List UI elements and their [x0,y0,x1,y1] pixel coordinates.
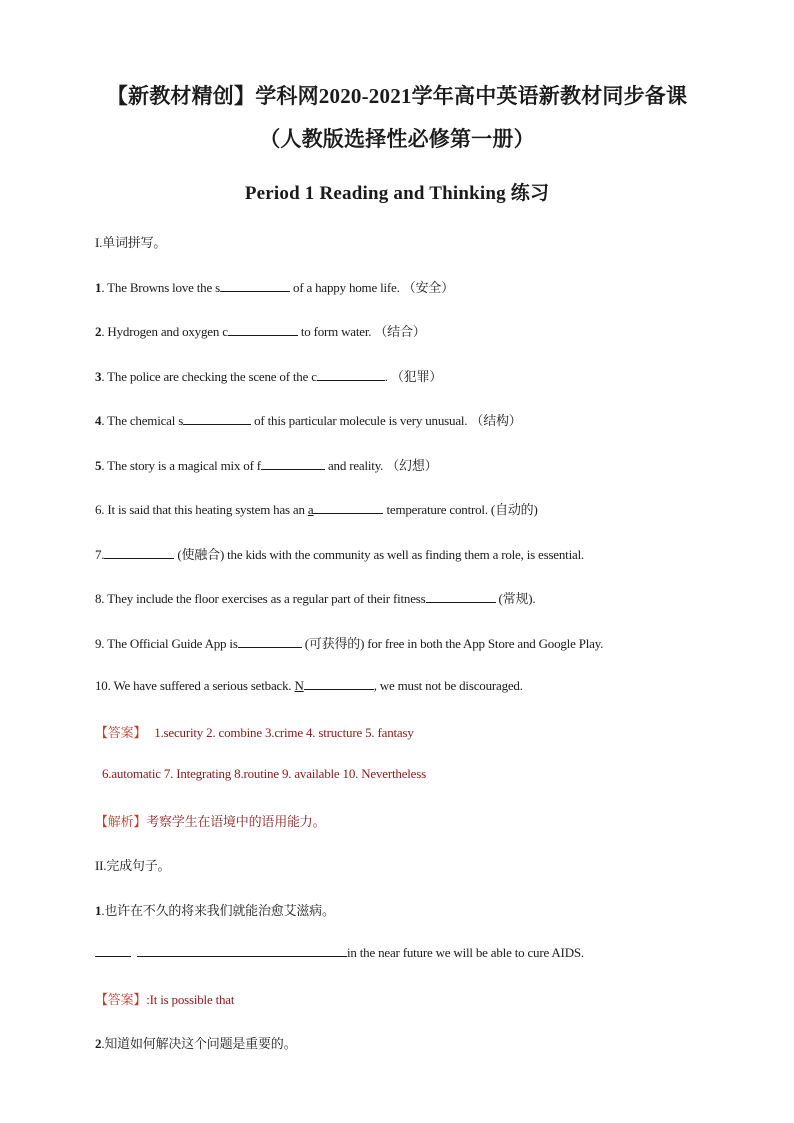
sentence-item-1-answer [95,989,234,1008]
answer-tag: 【答案】 [95,725,147,740]
item-text-post: and reality. （幻想） [324,458,438,473]
exercise-item-5 [95,455,437,474]
answer-blank[interactable] [220,279,290,292]
answer-blank[interactable] [95,944,131,957]
exercise-item-6 [95,499,538,518]
document-subtitle: （人教版选择性必修第一册） [259,127,535,151]
item-number: 3 [95,369,102,384]
item-text-pre: . The chemical s [101,413,184,428]
answer-line-2 [102,766,426,782]
answer-text: 6.automatic 7. Integrating 8.routine 9. available 10. Nevertheless [102,766,426,781]
item-number: 1 [95,903,102,918]
answer-blank[interactable] [304,677,374,690]
item-text-post: . （犯罪） [384,369,443,384]
hint-letter: a [307,502,314,517]
document-title: 【新教材精创】学科网2020-2021学年高中英语新教材同步备课 [106,84,688,108]
item-text: .知道如何解决这个问题是重要的。 [101,1036,297,1051]
item-text-pre: . The Browns love the s [101,280,220,295]
exercise-item-4 [95,410,522,429]
analysis-line [95,811,325,830]
hint-letter: N [294,678,304,693]
item-text-pre: 6. It is said that this heating system has an [95,502,308,517]
item-text-pre: . The police are checking the scene of the c [101,369,317,384]
analysis-text: 考察学生在语境中的语用能力。 [146,814,326,829]
answer-blank[interactable] [426,590,496,603]
section2-heading: II.完成句子。 [95,858,171,873]
item-text-pre: 9. The Official Guide App is [95,636,238,651]
item-text-post: to form water. （结合） [297,324,426,339]
sentence-item-2 [95,1033,296,1052]
answer-blank[interactable] [183,412,251,425]
item-number: 4 [95,413,102,428]
item-text-pre: . Hydrogen and oxygen c [101,324,228,339]
answer-blank[interactable] [261,457,325,470]
answer-line-1 [95,722,414,741]
item-text-post: (使融合) the kids with the community as well as finding them a role, is essential. [174,547,585,562]
item-text-post: (常规). [495,591,536,606]
answer-blank[interactable] [104,546,174,559]
exercise-item-8 [95,588,535,607]
item-text-pre: 10. We have suffered a serious setback. [95,678,295,693]
exercise-item-1 [95,277,454,296]
item-text-post: , we must not be discouraged. [373,678,523,693]
sentence-item-1-blank-line [95,944,584,961]
item-number: 1 [95,280,102,295]
exercise-item-7 [95,544,584,563]
section1-heading: I.单词拼写。 [95,235,167,250]
item-text-pre: 8. They include the floor exercises as a regular part of their fitness [95,591,426,606]
answer-text: 1.security 2. combine 3.crime 4. structure 5. fantasy [154,725,414,740]
sentence-item-1 [95,900,335,919]
item-number: 2 [95,324,102,339]
item-text: .也许在不久的将来我们就能治愈艾滋病。 [101,903,335,918]
exercise-item-2 [95,321,426,340]
answer-blank[interactable] [228,323,298,336]
answer-blank[interactable] [317,368,385,381]
item-text-pre: 7. [95,547,105,562]
answer-text: :It is possible that [146,992,235,1007]
answer-tag: 【答案】 [95,992,147,1007]
answer-blank[interactable] [137,944,347,957]
answer-blank[interactable] [238,635,302,648]
item-text-post: of this particular molecule is very unusual. （结构） [251,413,522,428]
item-text-post: temperature control. (自动的) [383,502,538,517]
analysis-tag: 【解析】 [95,814,147,829]
item-text-post: of a happy home life. （安全） [289,280,454,295]
exercise-item-10 [95,677,523,694]
lesson-title: Period 1 Reading and Thinking 练习 [244,183,550,204]
item-number: 2 [95,1036,102,1051]
item-text-post: (可获得的) for free in both the App Store and Google Play. [301,636,604,651]
exercise-item-3 [95,366,442,385]
item-text-pre: . The story is a magical mix of f [101,458,261,473]
answer-blank[interactable] [313,501,383,514]
item-text-tail: in the near future we will be able to cure AIDS. [347,945,584,960]
item-number: 5 [95,458,102,473]
exercise-item-9 [95,633,603,652]
